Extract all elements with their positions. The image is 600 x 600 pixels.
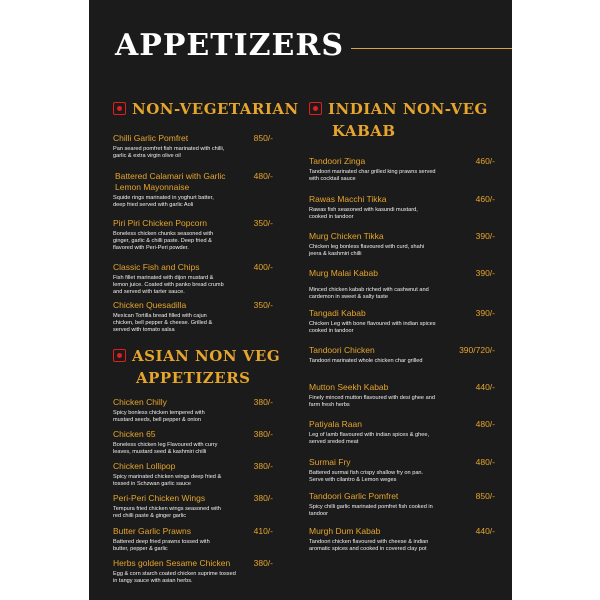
item-name: Chicken Quesadilla [113, 300, 187, 310]
item-price: 440/- [475, 382, 495, 392]
item-price: 410/- [253, 526, 273, 536]
menu-item [113, 218, 273, 252]
menu-item [113, 262, 273, 296]
item-description: Squide rings marinated in yoghurt batter, deep fried served with garlic Aoli [113, 195, 214, 208]
item-description: Spicy marinated chicken wings deep fried & tossed in Schzwan garlic sauce [113, 474, 222, 487]
item-price: 480/- [253, 171, 273, 181]
item-price: 350/- [253, 300, 273, 310]
menu-item [115, 171, 275, 209]
item-description: Tandoori marinated char grilled king prawns served with cocktail sauce [309, 169, 436, 182]
item-price: 380/- [253, 461, 273, 471]
item-name: Surmai Fry [309, 457, 351, 467]
section-heading-asian-non-veg: ASIAN NON VEG APPETIZERS [113, 345, 280, 389]
item-description: Tandoori chicken flavoured with cheese & indian aromatic spices and cooked in covered clay pot [309, 539, 429, 552]
item-price: 850/- [475, 491, 495, 501]
menu-item [309, 419, 495, 446]
menu-item [309, 491, 495, 518]
item-name: Murgh Dum Kabab [309, 526, 381, 536]
item-price: 350/- [253, 218, 273, 228]
item-name: Battered Calamari with Garlic Lemon Mayonnaise [115, 171, 226, 192]
menu-item [113, 133, 273, 160]
item-price: 460/- [475, 156, 495, 166]
item-name: Mutton Seekh Kabab [309, 382, 389, 392]
item-description: Fish fillet marinated with dijon mustard & lemon juice. Coated with panko bread crumb and served with tarter sauce. [113, 275, 224, 295]
item-name: Butter Garlic Prawns [113, 526, 191, 536]
menu-item [113, 526, 273, 553]
item-description: Finely minced mutton flavoured with desi ghee and farm fresh herbs [309, 395, 435, 408]
item-description: Battered deep fried prawns tossed with butter, pepper & garlic [113, 539, 210, 552]
item-description: Leg of lamb flavoured with indian spices & ghee, served sreded meat [309, 432, 430, 445]
menu-item [113, 397, 273, 424]
item-name: Peri-Peri Chicken Wings [113, 493, 206, 503]
item-price: 480/- [475, 419, 495, 429]
item-name: Chicken Lollipop [113, 461, 176, 471]
item-description: Minced chicken kabab riched with cashwnut and cardemon in sweet & salty taste [309, 287, 429, 300]
menu-item [113, 493, 273, 520]
item-name: Murg Chicken Tikka [309, 231, 384, 241]
menu-page [89, 0, 512, 600]
item-description: Boneless chicken chunks seasoned with ginger, garlic & chilli paste. Deep fried & flavored with Peri-Peri powder. [113, 231, 214, 251]
item-price: 480/- [475, 457, 495, 467]
menu-item [309, 268, 495, 301]
item-description: Chicken Leg with bone flavoured with indian spices cooked in tandoor [309, 321, 436, 334]
item-name: Tandoori Garlic Pomfret [309, 491, 399, 501]
item-name: Murg Malai Kabab [309, 268, 378, 278]
item-name: Tandoori Chicken [309, 345, 375, 355]
non-veg-symbol-icon [113, 102, 126, 115]
item-price: 380/- [253, 397, 273, 407]
section-heading-non-vegetarian: NON-VEGETARIAN [113, 98, 299, 120]
item-price: 390/- [475, 308, 495, 318]
item-name: Piri Piri Chicken Popcorn [113, 218, 208, 228]
menu-item [113, 558, 273, 585]
item-price: 400/- [253, 262, 273, 272]
menu-item [309, 231, 495, 258]
item-description: Chicken leg bonless flavoured with curd, shahi jeera & kashmiri chilli [309, 244, 425, 257]
menu-item [309, 345, 495, 365]
item-description: Pan seared pomfret fish marinated with chilli, garlic & extra virgin olive oil [113, 146, 225, 159]
item-description: Mexican Tortilla bread filled with cajun chicken, bell pepper & cheese. Grilled & served with tomato salsa [113, 313, 213, 333]
item-description: Battered surmai fish crispy shallow fry on pan. Serve with cilantro & Lemon weges [309, 470, 424, 483]
menu-item [309, 526, 495, 553]
menu-item [309, 308, 495, 335]
item-price: 390/720/- [459, 345, 495, 355]
item-price: 440/- [475, 526, 495, 536]
non-veg-symbol-icon [309, 102, 322, 115]
item-name: Patiyala Raan [309, 419, 362, 429]
page-title: APPETIZERS [115, 28, 344, 63]
item-price: 460/- [475, 194, 495, 204]
item-name: Chilli Garlic Pomfret [113, 133, 189, 143]
item-description: Rawas fish seasoned with kasundi mustard, cooked in tandoor [309, 207, 418, 220]
item-price: 850/- [253, 133, 273, 143]
item-name: Tangadi Kabab [309, 308, 366, 318]
menu-item [309, 194, 495, 221]
item-description: Tempura fried chicken wings seasoned with red chilli paste & ginger garlic [113, 506, 221, 519]
item-description: Egg & corn starch coated chicken suprime tossed in tangy sauce with asian herbs. [113, 571, 236, 584]
item-price: 380/- [253, 558, 273, 568]
menu-item [309, 457, 495, 484]
item-name: Herbs golden Sesame Chicken [113, 558, 231, 568]
item-price: 380/- [253, 493, 273, 503]
menu-item [309, 156, 495, 183]
menu-item [113, 300, 273, 334]
non-veg-symbol-icon [113, 349, 126, 362]
title-divider [351, 48, 512, 49]
item-description: Spicy chilli garlic marinated pomfret fish cooked in tandoor [309, 504, 433, 517]
item-description: Boneless chicken leg Flavoured with curry leaves, mustard seed & kashmiri chilli [113, 442, 218, 455]
item-name: Rawas Macchi Tikka [309, 194, 387, 204]
item-price: 390/- [475, 231, 495, 241]
menu-item [113, 429, 273, 456]
item-name: Classic Fish and Chips [113, 262, 200, 272]
item-description: Spicy bonless chicken tempered with mustard seeds, bell pepper & onion [113, 410, 205, 423]
item-description: Tandoori marinated whole chicken char grilled [309, 358, 423, 364]
item-name: Tandoori Zinga [309, 156, 366, 166]
item-name: Chicken Chilly [113, 397, 167, 407]
section-heading-indian-kabab: INDIAN NON-VEG KABAB [309, 98, 488, 142]
item-price: 390/- [475, 268, 495, 278]
item-name: Chicken 65 [113, 429, 156, 439]
menu-item [309, 382, 495, 409]
menu-item [113, 461, 273, 488]
item-price: 380/- [253, 429, 273, 439]
